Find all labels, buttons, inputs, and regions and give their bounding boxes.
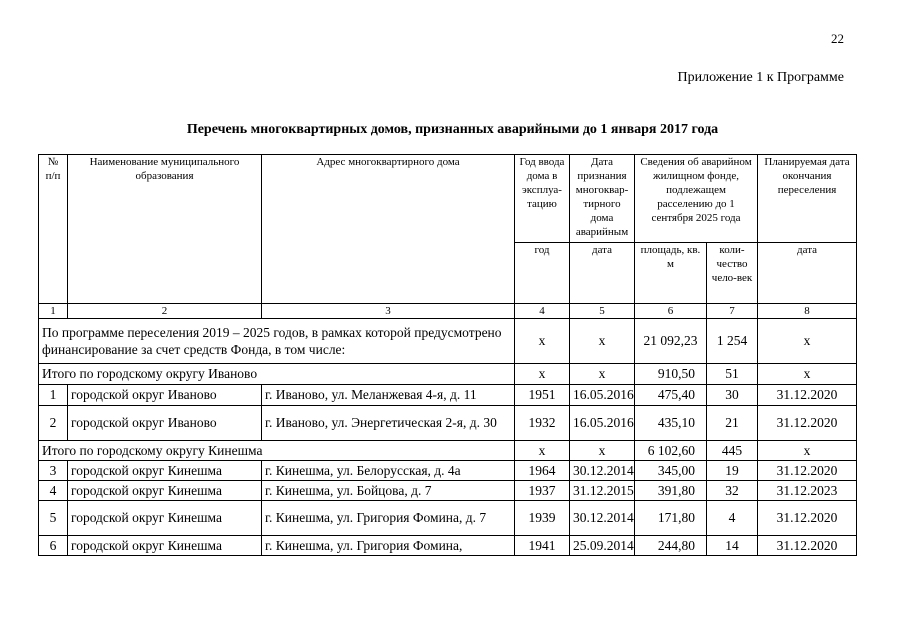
cell-year: 1941 bbox=[515, 536, 570, 556]
cell-num: 3 bbox=[39, 461, 68, 481]
cell-planned: x bbox=[758, 364, 857, 385]
cell-year: 1932 bbox=[515, 406, 570, 441]
cell-people: 30 bbox=[707, 385, 758, 406]
col-number: 3 bbox=[262, 304, 515, 319]
header-date-recognition: Дата признания многоквар-тирного дома аварийным bbox=[570, 155, 635, 243]
cell-planned: 31.12.2020 bbox=[758, 385, 857, 406]
cell-area: 910,50 bbox=[635, 364, 707, 385]
cell-planned: x bbox=[758, 319, 857, 364]
cell-municipality: городской округ Иваново bbox=[68, 385, 262, 406]
table-row bbox=[39, 461, 857, 481]
subheader-year: год bbox=[515, 243, 570, 304]
cell-year: 1937 bbox=[515, 481, 570, 501]
cell-people: 32 bbox=[707, 481, 758, 501]
cell-area: 6 102,60 bbox=[635, 441, 707, 461]
table-row bbox=[39, 536, 857, 556]
cell-planned: 31.12.2020 bbox=[758, 406, 857, 441]
cell-address: г. Иваново, ул. Энергетическая 2-я, д. 30 bbox=[262, 406, 515, 441]
subheader-people: коли-чество чело-век bbox=[707, 243, 758, 304]
cell-people: 51 bbox=[707, 364, 758, 385]
cell-address: г. Кинешма, ул. Григория Фомина, д. 7 bbox=[262, 501, 515, 536]
cell-num: 6 bbox=[39, 536, 68, 556]
cell-planned: 31.12.2020 bbox=[758, 461, 857, 481]
cell-area: 244,80 bbox=[635, 536, 707, 556]
cell-municipality: городской округ Кинешма bbox=[68, 461, 262, 481]
program-total-label: По программе переселения 2019 – 2025 годов, в рамках которой предусмотрено финансирование за счет средств Фонда, в том числе: bbox=[39, 319, 515, 364]
header-row-main bbox=[39, 155, 857, 243]
col-number: 4 bbox=[515, 304, 570, 319]
cell-address: г. Кинешма, ул. Белорусская, д. 4а bbox=[262, 461, 515, 481]
group-total-label: Итого по городскому округу Иваново bbox=[39, 364, 515, 385]
cell-date: 30.12.2014 bbox=[570, 461, 635, 481]
header-planned-date: Планируемая дата окончания переселения bbox=[758, 155, 857, 243]
table-row bbox=[39, 481, 857, 501]
cell-area: 171,80 bbox=[635, 501, 707, 536]
cell-municipality: городской округ Кинешма bbox=[68, 481, 262, 501]
cell-year: x bbox=[515, 441, 570, 461]
cell-date: x bbox=[570, 319, 635, 364]
cell-date: 30.12.2014 bbox=[570, 501, 635, 536]
cell-date: x bbox=[570, 441, 635, 461]
cell-planned: 31.12.2023 bbox=[758, 481, 857, 501]
group-total-row bbox=[39, 441, 857, 461]
cell-municipality: городской округ Кинешма bbox=[68, 501, 262, 536]
col-number: 6 bbox=[635, 304, 707, 319]
cell-area: 475,40 bbox=[635, 385, 707, 406]
col-number: 2 bbox=[68, 304, 262, 319]
header-year: Год ввода дома в эксплуа-тацию bbox=[515, 155, 570, 243]
cell-date: 25.09.2014 bbox=[570, 536, 635, 556]
col-number: 7 bbox=[707, 304, 758, 319]
subheader-planned: дата bbox=[758, 243, 857, 304]
cell-year: 1964 bbox=[515, 461, 570, 481]
group-total-label: Итого по городскому округу Кинешма bbox=[39, 441, 515, 461]
cell-year: 1951 bbox=[515, 385, 570, 406]
cell-address: г. Кинешма, ул. Бойцова, д. 7 bbox=[262, 481, 515, 501]
program-total-row bbox=[39, 319, 857, 364]
cell-address: г. Иваново, ул. Меланжевая 4-я, д. 11 bbox=[262, 385, 515, 406]
cell-planned: x bbox=[758, 441, 857, 461]
cell-people: 19 bbox=[707, 461, 758, 481]
cell-area: 435,10 bbox=[635, 406, 707, 441]
page-number: 22 bbox=[831, 31, 844, 46]
cell-date: 16.05.2016 bbox=[570, 385, 635, 406]
cell-people: 445 bbox=[707, 441, 758, 461]
column-number-row bbox=[39, 304, 857, 319]
cell-planned: 31.12.2020 bbox=[758, 536, 857, 556]
cell-area: 21 092,23 bbox=[635, 319, 707, 364]
header-num: № п/п bbox=[39, 155, 68, 304]
cell-municipality: городской округ Кинешма bbox=[68, 536, 262, 556]
table-row bbox=[39, 501, 857, 536]
cell-people: 21 bbox=[707, 406, 758, 441]
cell-address: г. Кинешма, ул. Григория Фомина, bbox=[262, 536, 515, 556]
header-emergency-fund-info: Сведения об аварийном жилищном фонде, подлежащем расселению до 1 сентября 2025 года bbox=[635, 155, 758, 243]
cell-people: 14 bbox=[707, 536, 758, 556]
cell-year: x bbox=[515, 364, 570, 385]
cell-people: 1 254 bbox=[707, 319, 758, 364]
housing-register-table bbox=[38, 154, 857, 556]
cell-area: 391,80 bbox=[635, 481, 707, 501]
subheader-area: площадь, кв. м bbox=[635, 243, 707, 304]
cell-date: x bbox=[570, 364, 635, 385]
appendix-label: Приложение 1 к Программе bbox=[677, 70, 844, 85]
cell-num: 2 bbox=[39, 406, 68, 441]
cell-year: 1939 bbox=[515, 501, 570, 536]
cell-people: 4 bbox=[707, 501, 758, 536]
header-municipality: Наименование муниципального образования bbox=[68, 155, 262, 304]
table-row bbox=[39, 406, 857, 441]
col-number: 1 bbox=[39, 304, 68, 319]
group-total-row bbox=[39, 364, 857, 385]
cell-date: 31.12.2015 bbox=[570, 481, 635, 501]
subheader-date: дата bbox=[570, 243, 635, 304]
cell-num: 4 bbox=[39, 481, 68, 501]
cell-num: 5 bbox=[39, 501, 68, 536]
cell-date: 16.05.2016 bbox=[570, 406, 635, 441]
cell-municipality: городской округ Иваново bbox=[68, 406, 262, 441]
cell-year: x bbox=[515, 319, 570, 364]
document-title: Перечень многоквартирных домов, признанных аварийными до 1 января 2017 года bbox=[186, 122, 719, 137]
cell-num: 1 bbox=[39, 385, 68, 406]
col-number: 8 bbox=[758, 304, 857, 319]
cell-area: 345,00 bbox=[635, 461, 707, 481]
table-row bbox=[39, 385, 857, 406]
header-address: Адрес многоквартирного дома bbox=[262, 155, 515, 304]
cell-planned: 31.12.2020 bbox=[758, 501, 857, 536]
col-number: 5 bbox=[570, 304, 635, 319]
